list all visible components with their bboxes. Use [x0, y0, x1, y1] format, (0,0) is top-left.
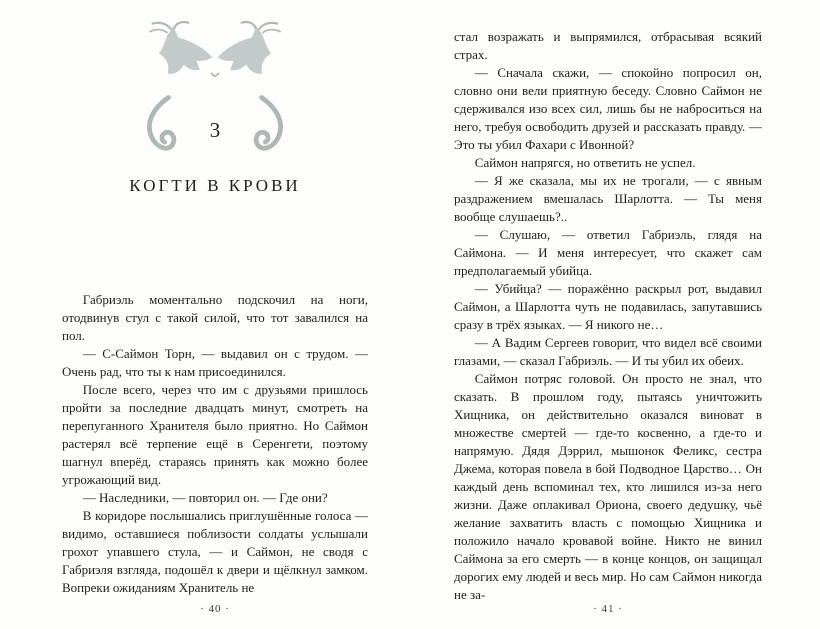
left-page-number: · 40 ·	[200, 603, 230, 615]
paragraph: Габриэль моментально подскочил на ноги, отодвинув стул с такой силой, что тот завалился на пол.	[62, 292, 368, 344]
right-curl-icon	[252, 94, 290, 156]
paragraph: — Слушаю, — ответил Габриэль, глядя на Саймона. — И меня интересует, что скажет сам предполагаемый убийца.	[454, 227, 762, 278]
chapter-ornament	[120, 20, 310, 156]
right-page-body	[454, 28, 762, 604]
left-page-body	[62, 291, 368, 597]
right-page	[410, 0, 820, 629]
paragraph: После всего, через что им с друзьями пришлось пройти за последние двадцать минут, смотреть на перепуганного Хранителя было приятно. Но Саймон растерял всё терпение ещё в Серенгети, поэтому шагнул вперёд, стараясь принять как можно более угрожающий вид.	[62, 382, 368, 488]
wolves-emblem-icon	[126, 20, 304, 100]
ornament-curls	[140, 94, 290, 156]
paragraph: — Я же сказала, мы их не трогали, — с явным раздражением вмешалась Шарлотта. — Ты меня вообще слушаешь?..	[454, 173, 762, 224]
paragraph: стал возражать и выпрямился, отбрасывая всякий страх.	[454, 29, 762, 62]
chapter-title: КОГТИ В КРОВИ	[129, 176, 301, 195]
right-wolf-icon	[218, 22, 280, 74]
paragraph: Саймон потряс головой. Он просто не знал, что сказать. В прошлом году, пытаясь уничтожить Хищника, он действительно оказался виноват в множестве смертей — где-то косвенно, а где-то и напрямую. Дядя Дэррил, мышонок Феликс, сестра Джема, которая повела в бой Подводное Царство… Он каждый день вспоминал тех, кто лишился из-за него жизни. Даже оплакивал Ориона, своего дедушку, чьё желание захватить власть с помощью Хищника и положило начало кровавой войне. Никто не винил Саймона за его смерть — в конце концов, он защищал дорогих ему людей и весь мир. Но сам Саймон никогда не за-	[454, 371, 762, 602]
left-curl-icon	[140, 94, 178, 156]
right-page-number: · 41 ·	[593, 603, 623, 615]
paragraph: Саймон напрягся, но ответить не успел.	[474, 155, 696, 170]
chapter-head	[62, 20, 368, 207]
paragraph: — С-Саймон Торн, — выдавил он с трудом. — Очень рад, что ты к нам присоединился.	[62, 346, 368, 380]
left-wolf-icon	[150, 22, 212, 74]
paragraph: В коридоре послышались приглушённые голоса — видимо, оставшиеся поблизости солдаты услышали грохот упавшего стула, — и Саймон, не сводя с Габриэля взгляда, подошёл к двери и щёлкнул замком. Вопреки ожиданиям Хранитель не	[62, 508, 368, 596]
paragraph: — Наследники, — повторил он. — Где они?	[82, 490, 328, 506]
paragraph: — А Вадим Сергеев говорит, что видел всё своими глазами, — сказал Габриэль. — И ты убил их обеих.	[454, 335, 762, 368]
paragraph: — Сначала скажи, — спокойно попросил он, словно они вели приятную беседу. Словно Саймон не сдерживался изо всех сил, лишь бы не наброситься на него, требуя освободить друзей и рассказать правду. — Это ты убил Фахари с Ивонной?	[454, 65, 762, 152]
paragraph: — Убийца? — поражённо раскрыл рот, выдавил Саймон, а Шарлотта чуть не подавилась, запутавшись сразу в трёх языках. — Я никого не…	[454, 281, 762, 332]
chapter-number: 3	[209, 117, 221, 142]
